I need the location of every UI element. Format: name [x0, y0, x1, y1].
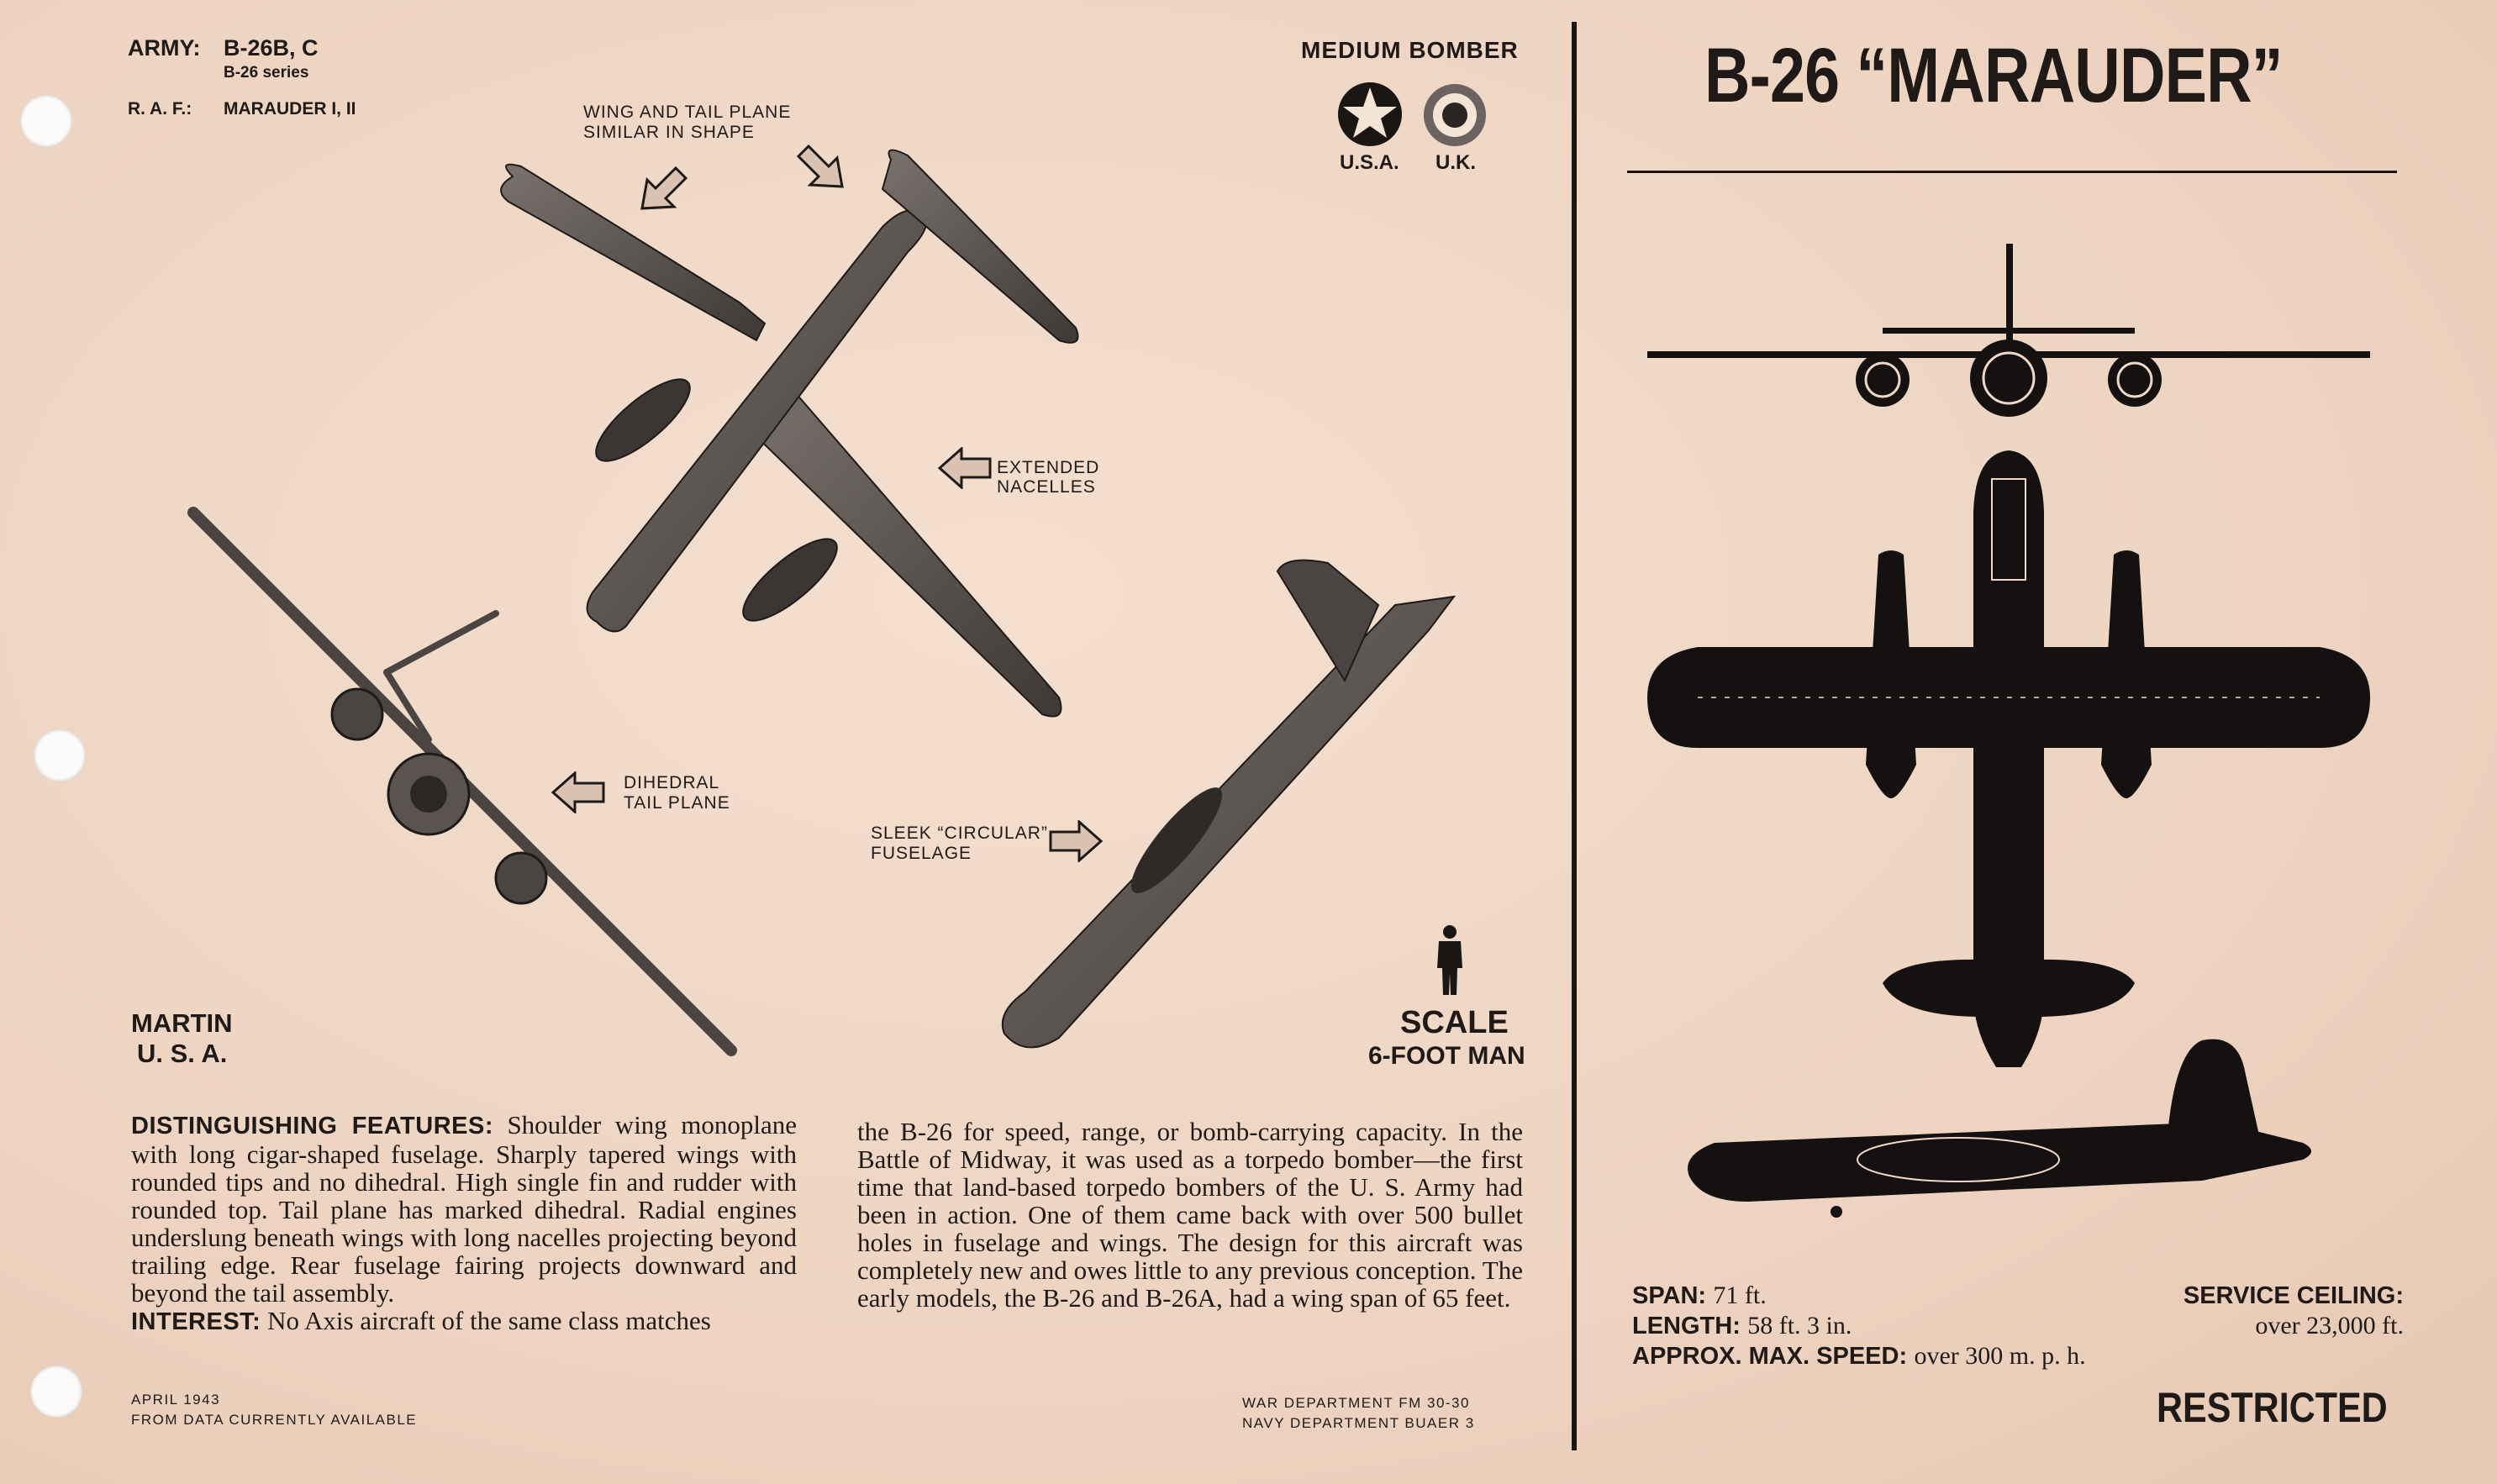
features-body: Shoulder wing monoplane with long cigar-shaped fuselage. Sharply tapered wings with rounded tips and no dihedral. High single fin and rudder with rounded top. Tail plane has marked dihedral. Radial engines underslung beneath wings with long nacelles projecting beyond trailing edge. Rear fuselage fairing projects downward and beyond the tail assembly.: [131, 1110, 797, 1308]
binder-hole-top: [20, 95, 72, 147]
binder-hole-middle: [34, 729, 86, 781]
navy-department-reference: NAVY DEPARTMENT BUAER 3: [1242, 1415, 1475, 1431]
aircraft-role: MEDIUM BOMBER: [1301, 37, 1519, 63]
arrow-fuselage-icon: [1047, 820, 1103, 862]
arrow-dihedral-icon: [551, 771, 607, 813]
interest-text-continued: the B-26 for speed, range, or bomb-carrying capacity. In the Battle of Midway, it was used as a torpedo bomber—the first time that land-based torpedo bombers of the U. S. Army had been in action. One of them came back with over 500 bullet holes in fuselage and wings. The design for this aircraft was completely new and owes little to any previous conception. The early models, the B-26 and B-26A, had a wing span of 65 feet.: [857, 1117, 1523, 1313]
features-label: DISTINGUISHING FEATURES:: [131, 1113, 493, 1139]
spec-length: [1632, 1311, 1852, 1341]
uk-insignia-label: U.K.: [1436, 151, 1476, 174]
ceiling-label: SERVICE CEILING:: [2183, 1282, 2404, 1309]
scale-man-icon: [1429, 924, 1471, 997]
manufacturer-country: U. S. A.: [137, 1039, 228, 1068]
span-value: 71 ft.: [1713, 1281, 1767, 1309]
classification-marking: RESTRICTED: [2157, 1384, 2388, 1431]
war-department-reference: WAR DEPARTMENT FM 30-30: [1242, 1395, 1470, 1411]
manufacturer-name: MARTIN: [131, 1008, 233, 1038]
uk-roundel-insignia-icon: [1422, 82, 1488, 148]
raf-designation: MARAUDER I, II: [224, 99, 356, 118]
scale-label: SCALE: [1400, 1005, 1509, 1040]
arrow-wing-right-icon: [795, 143, 846, 190]
arrow-wing-left-icon: [639, 165, 689, 212]
spec-max-speed: [1632, 1341, 2086, 1371]
silhouette-side-view: [1681, 1034, 2336, 1218]
callout-wing-tail-line2: SIMILAR IN SHAPE: [583, 123, 755, 142]
callout-dihedral-line2: TAIL PLANE: [624, 793, 730, 813]
interest-body: No Axis aircraft of the same class matches: [267, 1306, 711, 1335]
silhouette-plan-view: [1647, 445, 2370, 1067]
callout-nacelles-line2: NACELLES: [997, 477, 1096, 497]
callout-nacelles-line1: EXTENDED: [997, 458, 1100, 477]
issue-date: APRIL 1943: [131, 1392, 221, 1408]
army-series: B-26 series: [224, 64, 309, 82]
spec-ceiling: [2152, 1281, 2404, 1341]
column-divider: [1572, 22, 1577, 1450]
length-label: LENGTH:: [1632, 1313, 1741, 1339]
binder-hole-bottom: [30, 1366, 82, 1418]
ceiling-value: over 23,000 ft.: [2255, 1312, 2404, 1339]
distinguishing-features-text: [131, 1111, 797, 1336]
aircraft-title: B-26 “MARAUDER”: [1704, 33, 2283, 118]
callout-fuselage-line2: FUSELAGE: [871, 844, 972, 863]
aircraft-photo-side-view: [992, 555, 1462, 1059]
silhouette-front-view: [1647, 244, 2370, 429]
title-rule: [1627, 171, 2397, 173]
interest-label: INTEREST:: [131, 1308, 261, 1335]
span-label: SPAN:: [1632, 1282, 1707, 1309]
data-source-note: FROM DATA CURRENTLY AVAILABLE: [131, 1412, 418, 1428]
arrow-nacelles-icon: [938, 447, 993, 489]
callout-fuselage-line1: SLEEK “CIRCULAR”: [871, 824, 1048, 843]
raf-label: R. A. F.:: [128, 99, 192, 118]
scale-description: 6-FOOT MAN: [1368, 1042, 1525, 1070]
army-designation: B-26B, C: [224, 35, 319, 61]
usa-star-insignia-icon: [1336, 81, 1404, 148]
usa-insignia-label: U.S.A.: [1340, 151, 1399, 174]
speed-value: over 300 m. p. h.: [1914, 1342, 2086, 1370]
callout-wing-tail-line1: WING AND TAIL PLANE: [583, 103, 792, 122]
callout-dihedral-line1: DIHEDRAL: [624, 773, 720, 792]
length-value: 58 ft. 3 in.: [1747, 1312, 1852, 1339]
speed-label: APPROX. MAX. SPEED:: [1632, 1343, 1908, 1370]
spec-span: [1632, 1281, 1767, 1311]
army-label: ARMY:: [128, 35, 201, 61]
